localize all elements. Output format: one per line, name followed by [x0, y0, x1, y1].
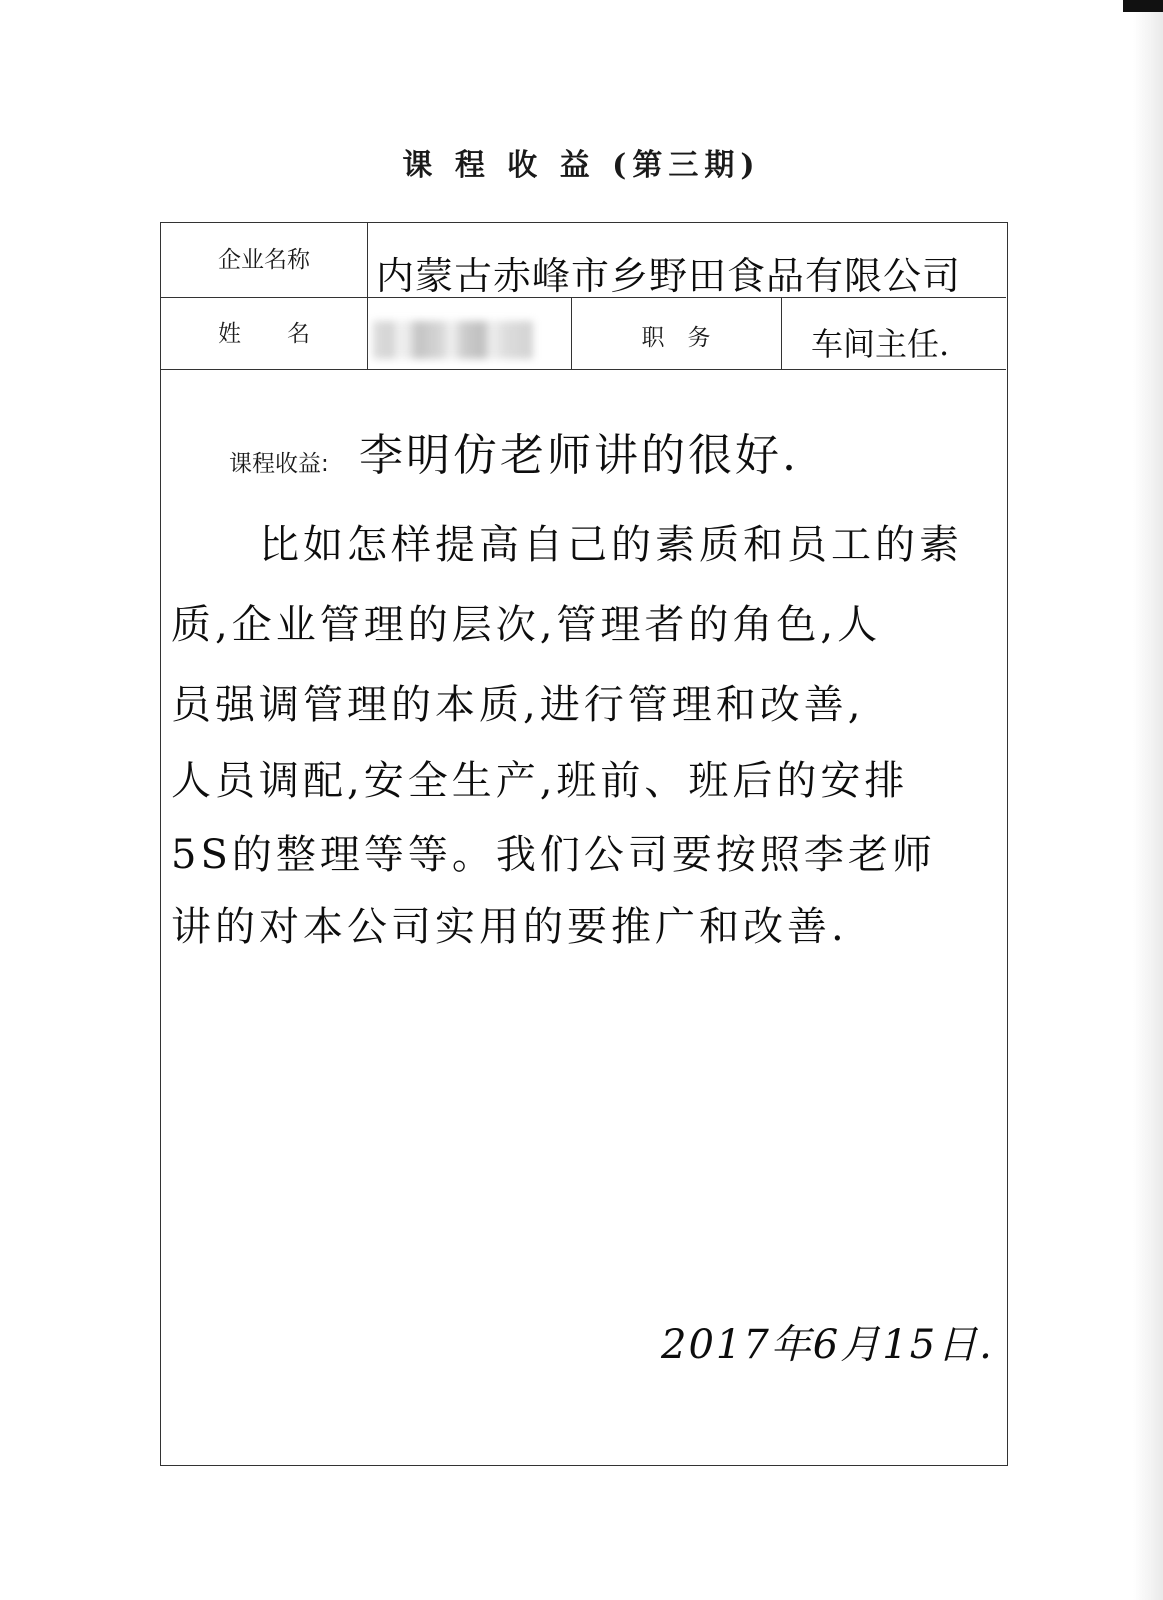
redacted-name: [373, 321, 533, 359]
benefit-line: 人员调配,安全生产,班前、班后的安排: [171, 758, 909, 804]
course-benefit-label: 课程收益:: [229, 451, 329, 477]
signature-date: 2017年6月15日.: [661, 1322, 994, 1368]
benefit-line: 质,企业管理的层次,管理者的角色,人: [171, 602, 882, 648]
row-divider-2: [161, 369, 1006, 370]
benefit-line: 员强调管理的本质,进行管理和改善,: [171, 682, 865, 728]
benefit-form: [160, 222, 1008, 1466]
benefit-line: 比如怎样提高自己的素质和员工的素: [171, 522, 963, 568]
benefit-line: 5S的整理等等。我们公司要按照李老师: [171, 832, 936, 878]
scan-edge-corner: [1123, 0, 1163, 12]
page-title: 课 程 收 益 (第三期): [402, 148, 761, 183]
col-divider-3: [781, 297, 782, 369]
col-divider-1: [367, 223, 368, 369]
position-value: 车间主任.: [811, 325, 950, 363]
position-label: 职 务: [641, 325, 711, 351]
name-label: 姓 名: [218, 321, 310, 347]
scan-edge-shadow: [1133, 0, 1163, 1600]
benefit-line: 讲的对本公司实用的要推广和改善.: [171, 904, 848, 950]
company-name-label: 企业名称: [218, 247, 310, 273]
benefit-first-line: 李明仿老师讲的很好.: [359, 430, 799, 481]
company-name-value: 内蒙古赤峰市乡野田食品有限公司: [376, 254, 962, 298]
